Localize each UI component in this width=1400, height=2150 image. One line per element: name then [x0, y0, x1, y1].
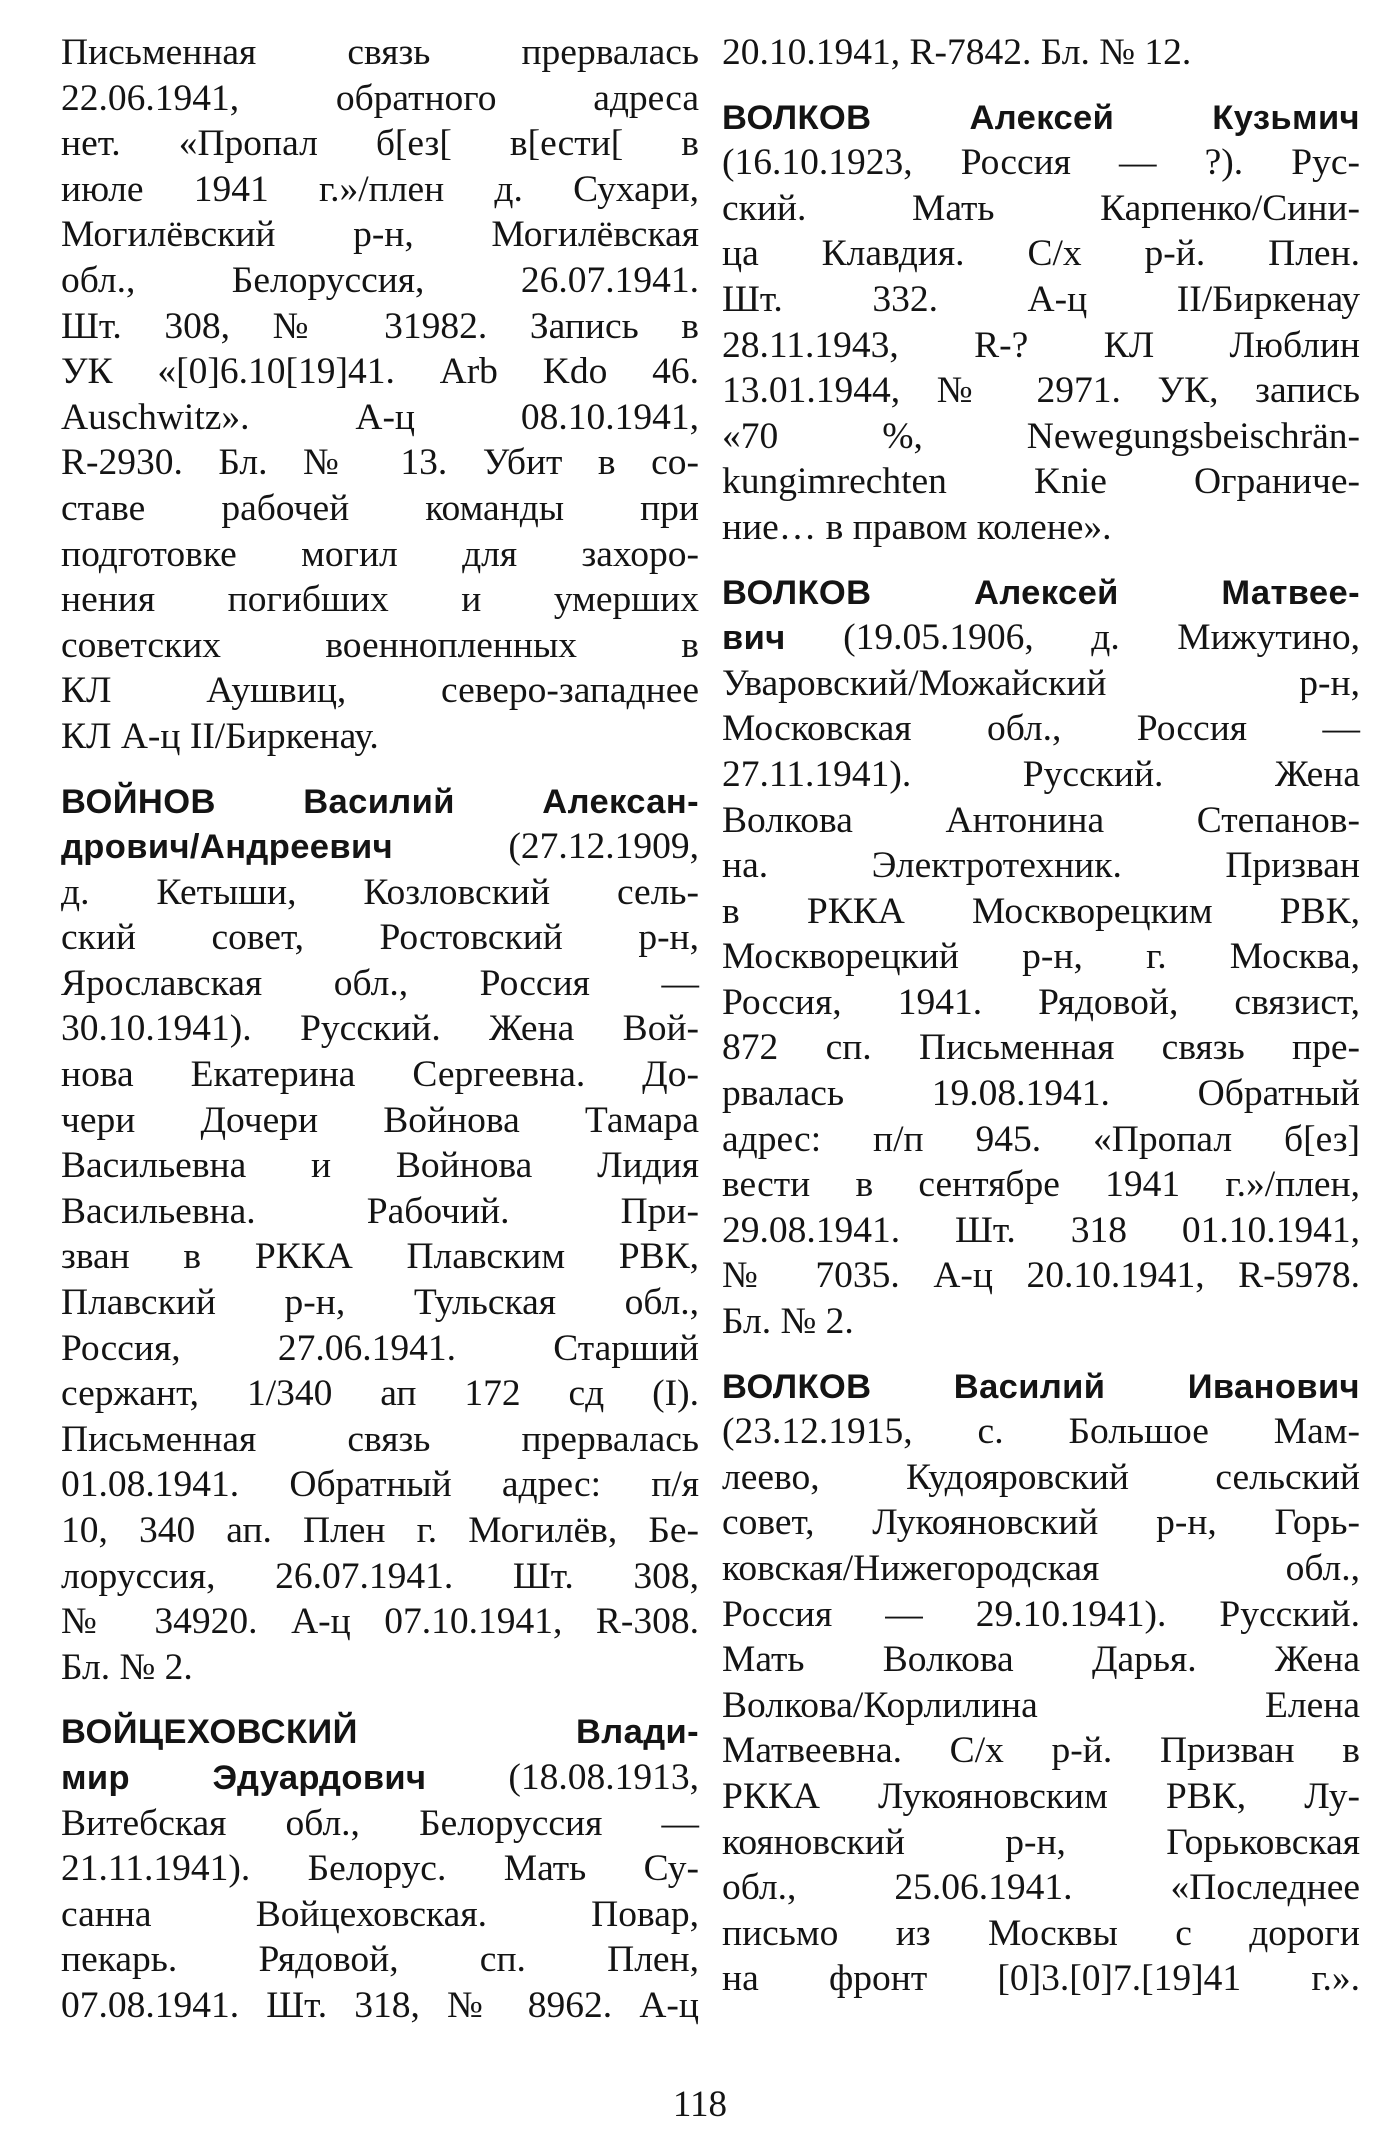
text-line — [722, 1728, 1360, 1774]
entry-text: Россия — 29.10.1941). Русский. — [722, 1593, 1360, 1635]
entry-text: Васильевна и Войнова Лидия — [61, 1145, 699, 1187]
entry-text: чери Дочери Войнова Тамара — [61, 1099, 699, 1141]
entry-text: в РККА Москворецким РВК, — [722, 890, 1360, 932]
entry-text: д. Кетыши, Козловский сель- — [61, 871, 699, 913]
entry-text: № 34920. А-ц 07.10.1941, R-308. — [61, 1601, 699, 1643]
entry-name-heading: ВОЙЦЕХОВСКИЙ Влади- — [61, 1713, 699, 1752]
entry-name-heading: ВОЛКОВ Алексей Матвее- — [722, 573, 1360, 612]
text-line — [61, 395, 699, 441]
entry-text: ца Клавдия. С/х р-й. Плен. — [722, 233, 1360, 275]
text-line — [722, 980, 1360, 1026]
text-line — [61, 349, 699, 395]
text-line — [722, 570, 1360, 616]
text-line — [61, 1143, 699, 1189]
entry-text: Мать Волкова Дарья. Жена — [722, 1639, 1360, 1681]
text-line — [61, 440, 699, 486]
text-line — [722, 186, 1360, 232]
entry-text: санна Войцеховская. Повар, — [61, 1893, 699, 1935]
entry-text: Москворецкий р-н, г. Москва, — [722, 936, 1360, 978]
text-line — [722, 1500, 1360, 1546]
entry-text: ковская/Нижегородская обл., — [722, 1548, 1360, 1589]
entry-text: 07.08.1941. Шт. 318, № 8962. А-ц — [61, 1984, 699, 2026]
text-line — [722, 1117, 1360, 1163]
text-line — [722, 414, 1360, 460]
entry-text: нения погибших и умерших — [61, 579, 699, 621]
text-line — [61, 623, 699, 669]
text-line — [722, 1546, 1360, 1592]
entry-text: РККА Лукояновским РВК, Лу- — [722, 1775, 1360, 1817]
text-line — [61, 1006, 699, 1052]
text-line — [61, 915, 699, 961]
entry-text: пекарь. Рядовой, сп. Плен, — [61, 1939, 699, 1981]
text-line — [722, 505, 1360, 551]
entry-text: обл., Белоруссия, 26.07.1941. — [61, 259, 699, 301]
text-line — [61, 1709, 699, 1755]
text-line — [61, 577, 699, 623]
entry-text: подготовке могил для захоро- — [61, 533, 699, 575]
entry-text: ский совет, Ростовский р-н, — [61, 917, 699, 959]
entry-text: (27.12.1909, — [393, 826, 699, 868]
entry-text: (23.12.1915, с. Большое Мам- — [722, 1411, 1360, 1453]
text-line — [61, 121, 699, 167]
text-line — [722, 889, 1360, 935]
entry-text: 28.11.1943, R-? КЛ Люблин — [722, 324, 1360, 366]
entry-separator — [722, 551, 1360, 570]
entry-name-heading: ВОЛКОВ Василий Иванович — [722, 1367, 1360, 1406]
entry-text: 10, 340 ап. Плен г. Могилёв, Бе- — [61, 1510, 699, 1551]
entry-text: на. Электротехник. Призван — [722, 845, 1360, 887]
entry-text: (16.10.1923, Россия — ?). Рус- — [722, 142, 1360, 184]
entry-text: КЛ А-ц II/Биркенау. — [61, 715, 379, 757]
entry-name-heading: мир Эдуардович — [61, 1758, 427, 1797]
text-line — [61, 961, 699, 1007]
text-line — [722, 1299, 1360, 1345]
text-line — [722, 706, 1360, 752]
text-line — [61, 1846, 699, 1892]
text-line — [61, 1189, 699, 1235]
entry-text: (18.08.1913, — [426, 1756, 699, 1798]
text-line — [61, 870, 699, 916]
text-line — [722, 1911, 1360, 1957]
text-line — [61, 167, 699, 213]
text-line — [722, 30, 1360, 76]
text-line — [61, 486, 699, 532]
text-line — [722, 231, 1360, 277]
text-line — [61, 779, 699, 825]
entry-text: Московская обл., Россия — — [722, 708, 1360, 750]
text-line — [61, 1755, 699, 1801]
text-line — [61, 1326, 699, 1372]
text-line — [722, 277, 1360, 323]
text-line — [61, 824, 699, 870]
text-line — [61, 1801, 699, 1847]
text-line — [61, 1234, 699, 1280]
entry-text: 22.06.1941, обратного адреса — [61, 77, 699, 119]
text-line — [722, 1820, 1360, 1866]
entry-text: 29.08.1941. Шт. 318 01.10.1941, — [722, 1209, 1360, 1251]
entry-text: Плавский р-н, Тульская обл., — [61, 1282, 699, 1324]
text-line — [722, 843, 1360, 889]
entry-text: R-2930. Бл. № 13. Убит в со- — [61, 442, 699, 484]
text-line — [61, 30, 699, 76]
entry-text: сержант, 1/340 ап 172 сд (I). — [61, 1373, 699, 1415]
text-line — [722, 1774, 1360, 1820]
text-line — [61, 1508, 699, 1554]
text-line — [722, 1592, 1360, 1638]
entry-text: нет. «Пропал б[ез[ в[ести[ в — [61, 123, 699, 165]
entry-text: Волкова Антонина Степанов- — [722, 799, 1360, 841]
entry-text: зван в РККА Плавским РВК, — [61, 1236, 699, 1278]
entry-text: 872 сп. Письменная связь пре- — [722, 1027, 1360, 1069]
entry-text: Могилёвский р-н, Могилёвская — [61, 214, 699, 256]
text-line — [61, 1371, 699, 1417]
entry-text: Шт. 308, № 31982. Запись в — [61, 305, 699, 347]
entry-text: 20.10.1941, R-7842. Бл. № 12. — [722, 32, 1192, 73]
entry-text: Россия, 1941. Рядовой, связист, — [722, 981, 1360, 1023]
text-line — [61, 532, 699, 578]
entry-text: 30.10.1941). Русский. Жена Вой- — [61, 1008, 699, 1050]
text-line — [722, 1162, 1360, 1208]
text-line — [722, 1455, 1360, 1501]
entry-name-heading: дрович/Андреевич — [61, 828, 394, 867]
entry-text: КЛ Аушвиц, северо-западнее — [61, 670, 699, 712]
text-line — [61, 1937, 699, 1983]
text-line — [61, 1098, 699, 1144]
entry-text: нова Екатерина Сергеевна. До- — [61, 1054, 699, 1096]
text-line — [722, 459, 1360, 505]
entry-text: 01.08.1941. Обратный адрес: п/я — [61, 1464, 699, 1506]
entry-separator — [61, 1690, 699, 1709]
text-line — [61, 1280, 699, 1326]
text-line — [722, 615, 1360, 661]
text-line — [61, 258, 699, 304]
entry-name-heading: ВОЛКОВ Алексей Кузьмич — [722, 98, 1360, 137]
entry-text: Россия, 27.06.1941. Старший — [61, 1327, 699, 1369]
entry-text: письмо из Москвы с дороги — [722, 1912, 1360, 1954]
text-line — [722, 1208, 1360, 1254]
text-line — [61, 1052, 699, 1098]
text-line — [61, 76, 699, 122]
text-line — [722, 323, 1360, 369]
text-line — [722, 661, 1360, 707]
text-line — [722, 1364, 1360, 1410]
entry-text: (19.05.1906, д. Мижутино, — [785, 617, 1360, 659]
text-line — [722, 1865, 1360, 1911]
entry-text: Уваровский/Можайский р-н, — [722, 662, 1360, 704]
text-line — [722, 1253, 1360, 1299]
entry-text: совет, Лукояновский р-н, Горь- — [722, 1502, 1360, 1544]
entry-text: кояновский р-н, Горьковская — [722, 1821, 1360, 1863]
text-line — [61, 1645, 699, 1691]
text-line — [61, 1462, 699, 1508]
entry-text: Витебская обл., Белоруссия — — [61, 1802, 699, 1844]
entry-name-heading: ВОЙНОВ Василий Алексан- — [61, 782, 699, 821]
entry-text: ставе рабочей команды при — [61, 487, 699, 529]
entry-text: вести в сентябре 1941 г.»/плен, — [722, 1164, 1360, 1206]
text-line — [722, 1409, 1360, 1455]
entry-text: 21.11.1941). Белорус. Мать Су- — [61, 1848, 699, 1890]
entry-text: Auschwitz». А-ц 08.10.1941, — [61, 396, 699, 438]
text-line — [722, 1956, 1360, 2002]
entry-text: Шт. 332. А-ц II/Биркенау — [722, 278, 1360, 320]
text-line — [722, 1683, 1360, 1729]
entry-text: № 7035. А-ц 20.10.1941, R-5978. — [722, 1255, 1360, 1297]
entry-separator — [722, 1345, 1360, 1364]
entry-text: Письменная связь прервалась — [61, 1418, 699, 1460]
right-text-column — [722, 30, 1360, 2002]
entry-text: июле 1941 г.»/плен д. Сухари, — [61, 168, 699, 210]
text-line — [61, 1554, 699, 1600]
text-line — [722, 368, 1360, 414]
text-line — [61, 1417, 699, 1463]
text-line — [722, 798, 1360, 844]
entry-text: Письменная связь прервалась — [61, 32, 699, 73]
entry-text: УК «[0]6.10[19]41. Arb Kdo 46. — [61, 351, 699, 393]
entry-separator — [722, 76, 1360, 95]
entry-text: «70 %, Newegungsbeischrän- — [722, 415, 1360, 457]
text-line — [722, 1637, 1360, 1683]
text-line — [61, 668, 699, 714]
entry-text: обл., 25.06.1941. «Последнее — [722, 1867, 1360, 1909]
text-line — [722, 752, 1360, 798]
entry-text: Васильевна. Рабочий. При- — [61, 1190, 699, 1232]
text-line — [61, 1892, 699, 1938]
text-line — [722, 934, 1360, 980]
entry-text: Матвеевна. С/х р-й. Призван в — [722, 1730, 1360, 1772]
entry-name-heading: вич — [722, 619, 786, 658]
entry-text: kungimrechten Knie Ограниче- — [722, 461, 1360, 503]
entry-text: лоруссия, 26.07.1941. Шт. 308, — [61, 1555, 699, 1597]
text-line — [61, 212, 699, 258]
text-line — [722, 140, 1360, 186]
entry-text: адрес: п/п 945. «Пропал б[ез] — [722, 1118, 1360, 1160]
text-line — [722, 1071, 1360, 1117]
entry-text: рвалась 19.08.1941. Обратный — [722, 1073, 1360, 1115]
entry-text: ние… в правом колене». — [722, 506, 1112, 548]
text-line — [61, 1599, 699, 1645]
entry-text: Бл. № 2. — [722, 1301, 854, 1343]
entry-text: леево, Кудояровский сельский — [722, 1456, 1360, 1498]
text-line — [61, 1983, 699, 2029]
page-number: 118 — [672, 2084, 728, 2125]
text-line — [61, 304, 699, 350]
entry-text: 13.01.1944, № 2971. УК, запись — [722, 370, 1360, 412]
entry-text: советских военнопленных в — [61, 624, 699, 666]
text-line — [61, 714, 699, 760]
text-line — [722, 1025, 1360, 1071]
entry-text: Волкова/Корлилина Елена — [722, 1684, 1360, 1726]
entry-text: Бл. № 2. — [61, 1646, 193, 1688]
left-text-column — [61, 30, 699, 2029]
entry-separator — [61, 760, 699, 779]
entry-text: 27.11.1941). Русский. Жена — [722, 753, 1360, 795]
entry-text: Ярославская обл., Россия — — [61, 962, 699, 1004]
entry-text: ский. Мать Карпенко/Сини- — [722, 187, 1360, 229]
text-line — [722, 95, 1360, 141]
entry-text: на фронт [0]3.[0]7.[19]41 г.». — [722, 1958, 1360, 2000]
